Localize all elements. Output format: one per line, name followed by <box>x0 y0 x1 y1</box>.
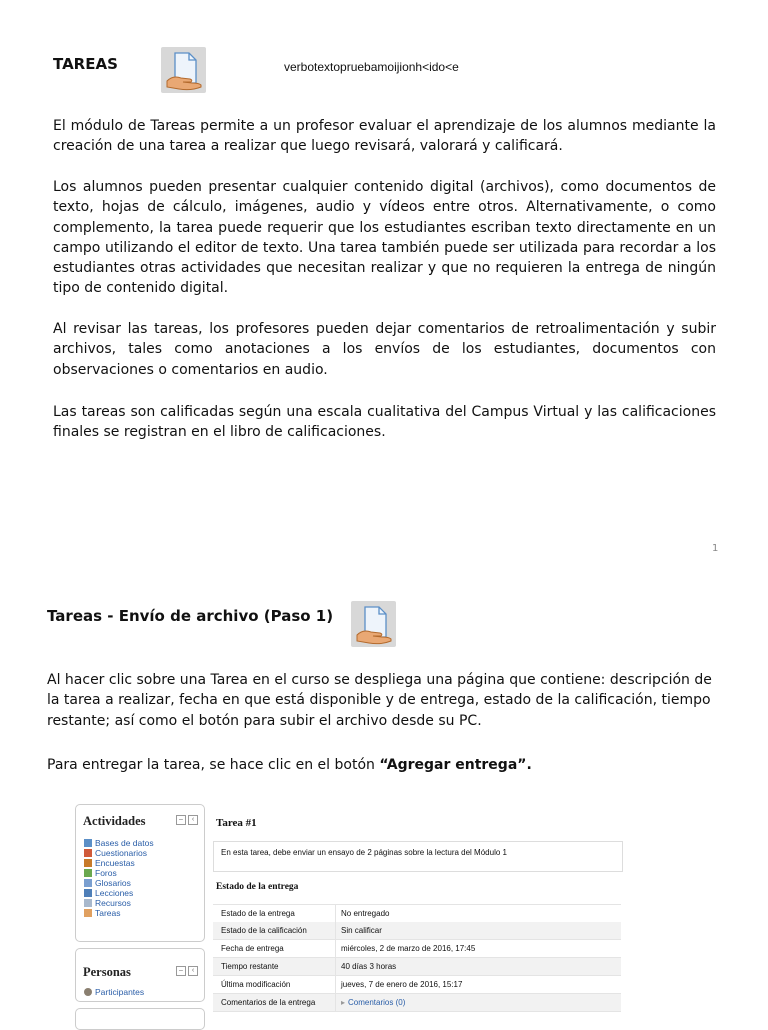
table-row <box>213 940 621 958</box>
assignment-icon <box>84 909 92 917</box>
paragraph-2: Los alumnos pueden presentar cualquier contenido digital (archivos), como documentos de texto, hojas de cálculo, imágenes, audio y vídeos entre otros. Alternativamente, o como complemento, la tarea puede requerir que los estudiantes escriban texto directamente en un campo utilizando el editor de texto. Una tarea también puede ser utilizada para recordar a los estudiantes otras actividades que necesitan realizar y que no requieren la entrega de ningún tipo de contenido digital. <box>53 179 716 297</box>
activity-item[interactable]: Glosarios <box>84 878 131 888</box>
actividades-title: Actividades <box>83 814 146 828</box>
participants-link[interactable]: Participantes <box>84 987 144 997</box>
instruction-text: Para entregar la tarea, se hace clic en el botón <box>47 757 380 773</box>
row-value: miércoles, 2 de marzo de 2016, 17:45 <box>341 944 476 953</box>
activity-item[interactable]: Foros <box>84 868 117 878</box>
row-value: jueves, 7 de enero de 2016, 15:17 <box>341 980 463 989</box>
activity-item[interactable]: Bases de datos <box>84 838 154 848</box>
row-value: 40 días 3 horas <box>341 962 397 971</box>
glossary-icon <box>84 879 92 887</box>
activity-item[interactable]: Recursos <box>84 898 131 908</box>
row-value: Comentarios (0) <box>348 998 406 1007</box>
table-row <box>213 904 621 923</box>
row-label: Estado de la entrega <box>221 909 295 918</box>
status-heading: Estado de la entrega <box>216 882 299 892</box>
database-icon <box>84 839 92 847</box>
table-row <box>213 922 621 940</box>
survey-icon <box>84 859 92 867</box>
personas-title: Personas <box>83 965 131 979</box>
page2-instruction <box>47 757 532 773</box>
actividades-block <box>75 804 205 942</box>
status-table <box>213 904 623 1024</box>
personas-block <box>75 948 205 1002</box>
row-label: Última modificación <box>221 980 291 989</box>
activity-item[interactable]: Tareas <box>84 908 121 918</box>
page-number: 1 <box>712 543 719 554</box>
participants-icon <box>84 988 92 996</box>
block-collapse-icon[interactable]: – <box>176 966 186 976</box>
row-label: Comentarios de la entrega <box>221 998 316 1007</box>
table-row <box>213 958 621 976</box>
paragraph-3: Al revisar las tareas, los profesores pueden dejar comentarios de retroalimentación y subir archivos, tales como anotaciones a los envíos de los estudiantes, documentos con observaciones o comentarios en audio. <box>53 321 716 378</box>
page1-title: TAREAS <box>53 55 118 73</box>
row-label: Fecha de entrega <box>221 944 284 953</box>
page2-title: Tareas - Envío de archivo (Paso 1) <box>47 607 334 625</box>
block-dock-icon[interactable]: ‹ <box>188 815 198 825</box>
block-collapse-icon[interactable]: – <box>176 815 186 825</box>
paragraph-1: El módulo de Tareas permite a un profesor evaluar el aprendizaje de los alumnos mediante la creación de una tarea a realizar que luego revisará, valorará y calificará. <box>53 118 716 155</box>
page2-intro: Al hacer clic sobre una Tarea en el curso se despliega una página que contiene: descripción de la tarea a realizar, fecha en que está disponible y de entrega, estado de la calificación, tiempo restante; así como el botón para subir el archivo desde su PC. <box>47 672 712 729</box>
header-note: verbotextopruebamoijionh<ido<e <box>284 60 459 74</box>
activity-item[interactable]: Lecciones <box>84 888 133 898</box>
task-description <box>213 841 623 872</box>
row-label: Tiempo restante <box>221 962 279 971</box>
quiz-icon <box>84 849 92 857</box>
resource-icon <box>84 899 92 907</box>
row-value: Sin calificar <box>341 926 382 935</box>
assignment-hand-icon <box>351 601 396 647</box>
paragraph-4: Las tareas son calificadas según una escala cualitativa del Campus Virtual y las calificaciones finales se registran en el libro de calificaciones. <box>53 404 716 441</box>
task-description-text: En esta tarea, debe enviar un ensayo de 2 páginas sobre la lectura del Módulo 1 <box>221 848 507 857</box>
row-label: Estado de la calificación <box>221 926 307 935</box>
task-title: Tarea #1 <box>216 817 257 829</box>
block-dock-icon[interactable]: ‹ <box>188 966 198 976</box>
instruction-bold: “Agregar entrega”. <box>379 757 532 773</box>
lesson-icon <box>84 889 92 897</box>
table-row <box>213 994 621 1012</box>
next-block <box>75 1008 205 1030</box>
comments-arrow-icon: ▸ <box>341 998 346 1007</box>
row-value: No entregado <box>341 909 390 918</box>
activity-item[interactable]: Encuestas <box>84 858 135 868</box>
moodle-screenshot <box>73 800 633 1024</box>
table-row <box>213 976 621 994</box>
comments-link[interactable] <box>341 998 405 1007</box>
assignment-hand-icon <box>161 47 206 93</box>
activity-item[interactable]: Cuestionarios <box>84 848 147 858</box>
forum-icon <box>84 869 92 877</box>
